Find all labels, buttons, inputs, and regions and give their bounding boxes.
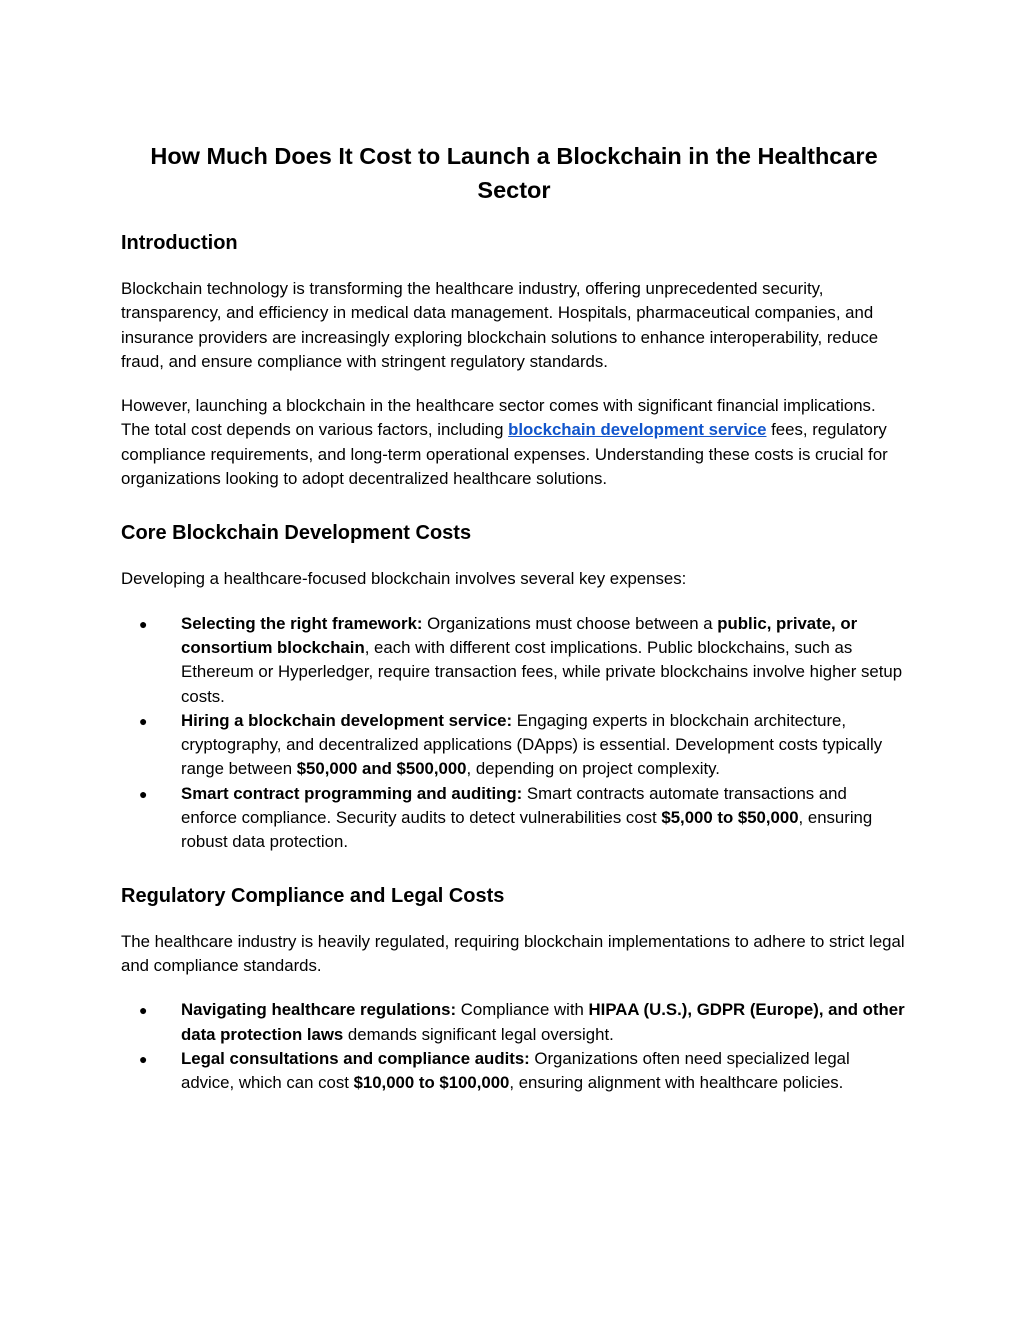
bullet-icon: ● — [139, 785, 148, 802]
list-item-label: Legal consultations and compliance audits: — [181, 1048, 530, 1068]
list-item-text: , ensuring alignment with healthcare policies. — [509, 1073, 844, 1093]
document-title: How Much Does It Cost to Launch a Blockchain in the Healthcare Sector — [150, 143, 878, 203]
heading-regulatory-costs: Regulatory Compliance and Legal Costs — [121, 884, 505, 907]
list-item — [121, 709, 907, 782]
document-content — [121, 139, 907, 1115]
list-item-emphasis: HIPAA (U.S.), GDPR (Europe), and other data protection laws — [181, 1000, 905, 1044]
list-item — [121, 782, 907, 855]
list-item — [121, 612, 907, 709]
heading-introduction: Introduction — [121, 232, 238, 254]
bullet-icon: ● — [139, 615, 148, 632]
intro-paragraph-2 — [121, 394, 907, 491]
list-item-label: Selecting the right framework: — [181, 613, 423, 633]
list-item-label: Hiring a blockchain development service: — [181, 710, 513, 730]
list-item-text: , each with different cost implications. Public blockchains, such as Ethereum or Hyperledger, require transaction fees, while private blockchains involve higher setup costs. — [181, 637, 903, 706]
list-item-emphasis: $5,000 to $50,000 — [661, 808, 799, 828]
bullet-icon: ● — [139, 712, 148, 729]
blockchain-development-service-link[interactable]: blockchain development service — [508, 420, 767, 440]
list-item-emphasis: $50,000 and $500,000 — [296, 759, 467, 779]
heading-core-costs: Core Blockchain Development Costs — [121, 522, 472, 545]
list-item-label: Smart contract programming and auditing: — [181, 783, 523, 803]
bullet-icon: ● — [139, 1050, 148, 1067]
list-item-text: Compliance with — [456, 1000, 589, 1020]
list-item-text: Smart contracts automate transactions and enforce compliance. Security audits to detect vulnerabilities cost — [181, 783, 847, 828]
core-costs-list — [121, 612, 907, 855]
list-item-text: , ensuring robust data protection. — [181, 808, 873, 852]
core-costs-lead: Developing a healthcare-focused blockchain involves several key expenses: — [121, 569, 687, 589]
list-item-emphasis: $10,000 to $100,000 — [353, 1073, 510, 1093]
section-core-costs — [121, 520, 907, 854]
regulatory-costs-list — [121, 998, 907, 1095]
list-item-emphasis: public, private, or consortium blockchain — [181, 613, 858, 657]
list-item-label: Navigating healthcare regulations: — [181, 1000, 457, 1020]
list-item-text: demands significant legal oversight. — [343, 1024, 614, 1044]
list-item — [121, 1047, 907, 1096]
intro-paragraph-1: Blockchain technology is transforming the healthcare industry, offering unprecedented security, transparency, and efficiency in medical data management. Hospitals, pharmaceutical companies, and insurance providers are increasingly exploring blockchain solutions to enhance interoperability, reduce fraud, and ensure compliance with stringent regulatory standards. — [121, 279, 879, 371]
list-item-text: Organizations often need specialized legal advice, which can cost — [181, 1048, 850, 1093]
bullet-icon: ● — [139, 1002, 148, 1019]
intro-paragraph-2-text-before: However, launching a blockchain in the healthcare sector comes with significant financial implications. The total cost depends on various factors, including — [121, 396, 876, 440]
section-regulatory-costs — [121, 883, 907, 1096]
list-item-text: , depending on project complexity. — [466, 759, 720, 779]
intro-paragraph-2-text-after: fees, regulatory compliance requirements, and long-term operational expenses. Understanding these costs is crucial for organizations looking to adopt decentralized healthcare solutions. — [121, 420, 888, 489]
list-item-text: Engaging experts in blockchain architecture, cryptography, and decentralized applications (DApps) is essential. Development costs typically range between — [181, 710, 883, 779]
regulatory-costs-lead: The healthcare industry is heavily regulated, requiring blockchain implementations to adhere to strict legal and compliance standards. — [121, 931, 905, 975]
list-item-text: Organizations must choose between a — [422, 613, 718, 633]
list-item — [121, 998, 907, 1047]
section-introduction — [121, 230, 907, 491]
